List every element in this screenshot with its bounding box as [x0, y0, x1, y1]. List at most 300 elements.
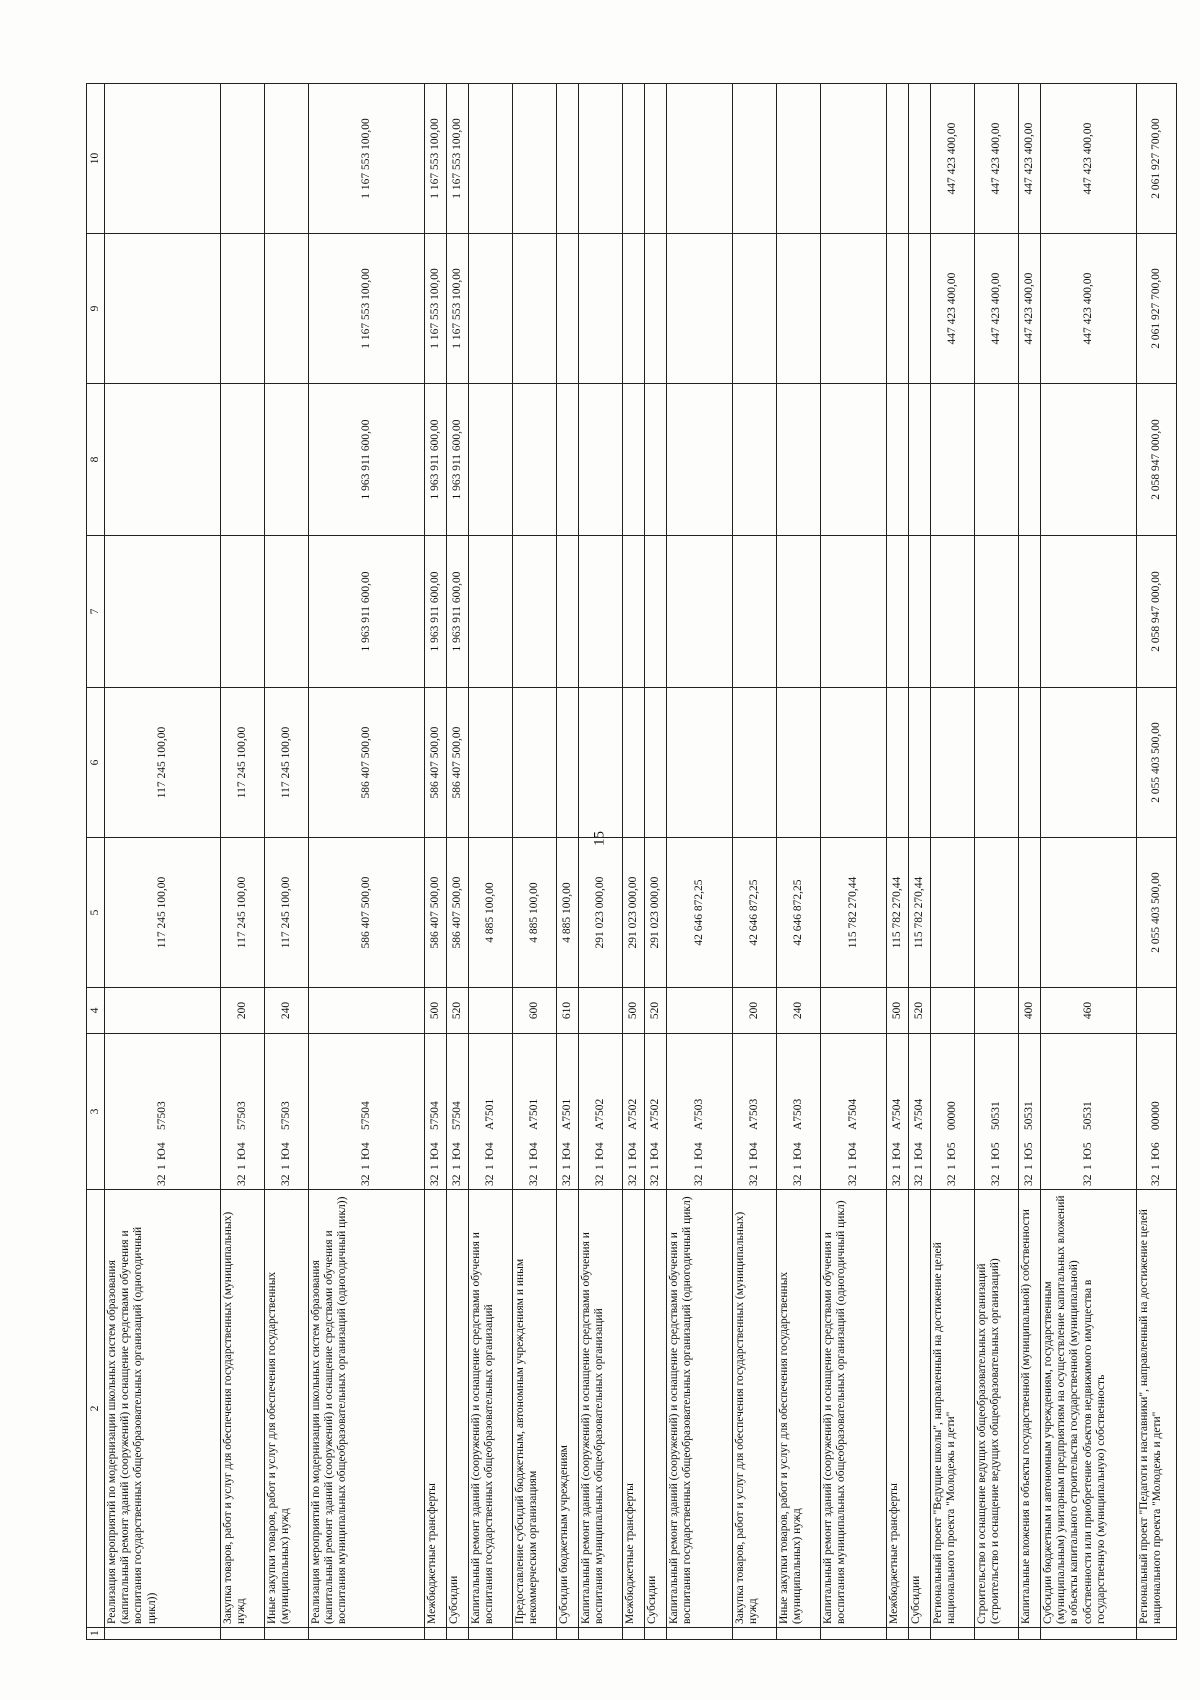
amount-col-10 [821, 84, 887, 234]
column-header-5: 5 [87, 838, 105, 988]
item-name: Региональный проект "Ведущие школы", направленный на достижение целей национального проекта "Молодежь и дети" [931, 1190, 975, 1628]
amount-col-7 [1041, 536, 1137, 688]
amount-col-7 [623, 536, 645, 688]
expense-type-code: 520 [909, 988, 931, 1034]
amount-col-8: 1 963 911 600,00 [447, 384, 469, 536]
code-part-2: 1 [1081, 1164, 1094, 1170]
amount-col-9: 447 423 400,00 [1019, 234, 1041, 384]
amount-col-10: 447 423 400,00 [1019, 84, 1041, 234]
expense-type-code: 200 [733, 988, 777, 1034]
amount-col-8 [931, 384, 975, 536]
expense-type-code [469, 988, 513, 1034]
item-name: Межбюджетные трансферты [887, 1190, 909, 1628]
amount-col-10 [887, 84, 909, 234]
item-name: Строительство и оснащение ведущих общеобразовательных организаций (строительство и оснащение ведущих общеобразовательных организаций) [975, 1190, 1019, 1628]
expense-type-code: 200 [221, 988, 265, 1034]
amount-col-10 [265, 84, 309, 234]
row-marker-cell [309, 1628, 425, 1640]
row-marker-cell [105, 1628, 221, 1640]
amount-col-7: 2 058 947 000,00 [1137, 536, 1177, 688]
amount-col-6: 117 245 100,00 [221, 688, 265, 838]
amount-col-6 [513, 688, 557, 838]
amount-col-10: 1 167 553 100,00 [309, 84, 425, 234]
amount-col-7 [579, 536, 623, 688]
code-part-1: 32 [989, 1174, 1002, 1186]
code-part-2: 1 [359, 1164, 372, 1170]
code-part-3: Ю4 [692, 1142, 705, 1160]
classification-code [309, 1034, 425, 1190]
code-part-4: А7501 [483, 1098, 496, 1130]
amount-col-5: 586 407 500,00 [309, 838, 425, 988]
expense-type-code: 610 [557, 988, 579, 1034]
code-part-2: 1 [791, 1164, 804, 1170]
row-marker-cell [623, 1628, 645, 1640]
item-name: Субсидии бюджетным учреждениям [557, 1190, 579, 1628]
amount-col-5: 291 023 000,00 [623, 838, 645, 988]
code-part-3: Ю4 [450, 1142, 463, 1160]
amount-col-6 [645, 688, 667, 838]
classification-code [579, 1034, 623, 1190]
amount-col-7 [909, 536, 931, 688]
amount-col-5 [1041, 838, 1137, 988]
amount-col-6 [667, 688, 733, 838]
code-part-4: А7503 [747, 1098, 760, 1130]
table-row [1019, 84, 1041, 1640]
row-marker-cell [733, 1628, 777, 1640]
column-header-7: 7 [87, 536, 105, 688]
page-number: 15 [591, 831, 608, 846]
code-part-2: 1 [560, 1164, 573, 1170]
row-marker-cell [1041, 1628, 1137, 1640]
amount-col-6 [623, 688, 645, 838]
amount-col-9 [777, 234, 821, 384]
amount-col-9 [887, 234, 909, 384]
row-marker-cell [909, 1628, 931, 1640]
amount-col-9 [557, 234, 579, 384]
code-part-2: 1 [155, 1164, 168, 1170]
amount-col-5: 586 407 500,00 [447, 838, 469, 988]
code-part-4: А7501 [560, 1098, 573, 1130]
amount-col-6: 117 245 100,00 [105, 688, 221, 838]
classification-code [645, 1034, 667, 1190]
code-part-2: 1 [648, 1164, 661, 1170]
code-part-3: Ю5 [989, 1142, 1002, 1160]
item-name: Капитальный ремонт зданий (сооружений) и оснащение средствами обучения и воспитания муниципальных общеобразовательных организаций (одногодичный цикл) [821, 1190, 887, 1628]
row-marker-cell [221, 1628, 265, 1640]
row-marker-cell [931, 1628, 975, 1640]
code-part-2: 1 [279, 1164, 292, 1170]
code-part-3: Ю4 [483, 1142, 496, 1160]
code-part-3: Ю4 [359, 1142, 372, 1160]
amount-col-10 [221, 84, 265, 234]
classification-code [469, 1034, 513, 1190]
amount-col-5 [1019, 838, 1041, 988]
amount-col-6 [579, 688, 623, 838]
amount-col-8: 1 963 911 600,00 [425, 384, 447, 536]
table-row [105, 84, 221, 1640]
table-row [309, 84, 425, 1640]
code-part-3: Ю4 [626, 1142, 639, 1160]
code-part-1: 32 [912, 1174, 925, 1186]
item-name: Субсидии [645, 1190, 667, 1628]
amount-col-8 [557, 384, 579, 536]
code-part-4: 50531 [1022, 1101, 1035, 1130]
classification-code [557, 1034, 579, 1190]
item-name: Субсидии [909, 1190, 931, 1628]
code-part-2: 1 [747, 1164, 760, 1170]
amount-col-10: 1 167 553 100,00 [425, 84, 447, 234]
classification-code [623, 1034, 645, 1190]
code-part-3: Ю4 [648, 1142, 661, 1160]
amount-col-5: 115 782 270,44 [887, 838, 909, 988]
classification-code [887, 1034, 909, 1190]
code-part-1: 32 [279, 1174, 292, 1186]
amount-col-6 [777, 688, 821, 838]
classification-code [447, 1034, 469, 1190]
code-part-3: Ю5 [1081, 1142, 1094, 1160]
amount-col-6 [975, 688, 1019, 838]
code-part-2: 1 [890, 1164, 903, 1170]
code-part-3: Ю4 [527, 1142, 540, 1160]
table-row [579, 84, 623, 1640]
code-part-3: Ю4 [428, 1142, 441, 1160]
item-name: Реализация мероприятий по модернизации школьных систем образования (капитальный ремонт зданий (сооружений) и оснащение средствами обучения и воспитания муниципальных общеобразовательных организаций (одногодичный цикл)) [309, 1190, 425, 1628]
amount-col-8 [513, 384, 557, 536]
expense-type-code: 460 [1041, 988, 1137, 1034]
budget-table [86, 83, 1177, 1640]
code-part-4: 57503 [155, 1101, 168, 1130]
code-part-1: 32 [359, 1174, 372, 1186]
amount-col-8 [105, 384, 221, 536]
amount-col-5: 117 245 100,00 [221, 838, 265, 988]
expense-type-code [821, 988, 887, 1034]
classification-code [821, 1034, 887, 1190]
row-marker-cell [425, 1628, 447, 1640]
code-part-4: 00000 [1149, 1101, 1162, 1130]
code-part-1: 32 [747, 1174, 760, 1186]
amount-col-10 [777, 84, 821, 234]
item-name: Закупка товаров, работ и услуг для обеспечения государственных (муниципальных) нужд [733, 1190, 777, 1628]
code-part-4: 50531 [989, 1101, 1002, 1130]
amount-col-8 [975, 384, 1019, 536]
table-row [469, 84, 513, 1640]
code-part-1: 32 [450, 1174, 463, 1186]
amount-col-10 [557, 84, 579, 234]
row-marker-cell [579, 1628, 623, 1640]
code-part-4: А7503 [692, 1098, 705, 1130]
code-part-2: 1 [912, 1164, 925, 1170]
code-part-1: 32 [593, 1174, 606, 1186]
amount-col-5: 117 245 100,00 [265, 838, 309, 988]
amount-col-6 [733, 688, 777, 838]
amount-col-7: 1 963 911 600,00 [309, 536, 425, 688]
column-header-3: 3 [87, 1034, 105, 1190]
row-marker-cell [975, 1628, 1019, 1640]
amount-col-5: 4 885 100,00 [557, 838, 579, 988]
amount-col-7 [887, 536, 909, 688]
code-part-2: 1 [450, 1164, 463, 1170]
code-part-4: А7502 [626, 1098, 639, 1130]
code-part-4: А7503 [791, 1098, 804, 1130]
code-part-4: 57504 [359, 1101, 372, 1130]
table-body [105, 84, 1177, 1640]
code-part-3: Ю4 [593, 1142, 606, 1160]
expense-type-code: 600 [513, 988, 557, 1034]
classification-code [513, 1034, 557, 1190]
amount-col-6 [931, 688, 975, 838]
table-row [1041, 84, 1137, 1640]
code-part-4: 57503 [235, 1101, 248, 1130]
amount-col-9: 1 167 553 100,00 [425, 234, 447, 384]
column-header-1: 1 [87, 1628, 105, 1640]
table-row [557, 84, 579, 1640]
amount-col-9: 2 061 927 700,00 [1137, 234, 1177, 384]
code-part-2: 1 [1022, 1164, 1035, 1170]
table-row [733, 84, 777, 1640]
amount-col-8 [645, 384, 667, 536]
amount-col-5: 291 023 000,00 [645, 838, 667, 988]
amount-col-6: 117 245 100,00 [265, 688, 309, 838]
row-marker-cell [777, 1628, 821, 1640]
code-part-1: 32 [1081, 1174, 1094, 1186]
amount-col-8 [1041, 384, 1137, 536]
amount-col-6: 586 407 500,00 [425, 688, 447, 838]
amount-col-8: 2 058 947 000,00 [1137, 384, 1177, 536]
amount-col-5: 42 646 872,25 [733, 838, 777, 988]
code-part-4: А7504 [846, 1098, 859, 1130]
amount-col-7 [513, 536, 557, 688]
row-marker-cell [645, 1628, 667, 1640]
code-part-4: 00000 [945, 1101, 958, 1130]
row-marker-cell [1137, 1628, 1177, 1640]
amount-col-8 [265, 384, 309, 536]
classification-code [733, 1034, 777, 1190]
amount-col-6 [909, 688, 931, 838]
amount-col-5 [975, 838, 1019, 988]
amount-col-10 [667, 84, 733, 234]
table-row [513, 84, 557, 1640]
row-marker-cell [1019, 1628, 1041, 1640]
item-name: Межбюджетные трансферты [623, 1190, 645, 1628]
amount-col-6 [821, 688, 887, 838]
classification-code [1041, 1034, 1137, 1190]
amount-col-8 [733, 384, 777, 536]
classification-code [667, 1034, 733, 1190]
code-part-1: 32 [846, 1174, 859, 1186]
item-name: Межбюджетные трансферты [425, 1190, 447, 1628]
amount-col-6: 586 407 500,00 [447, 688, 469, 838]
amount-col-8 [667, 384, 733, 536]
expense-type-code: 240 [265, 988, 309, 1034]
amount-col-5: 115 782 270,44 [821, 838, 887, 988]
code-part-4: 50531 [1081, 1101, 1094, 1130]
code-part-1: 32 [648, 1174, 661, 1186]
expense-type-code [309, 988, 425, 1034]
table-row [265, 84, 309, 1640]
code-part-1: 32 [235, 1174, 248, 1186]
amount-col-9 [579, 234, 623, 384]
classification-code [1137, 1034, 1177, 1190]
amount-col-10: 447 423 400,00 [931, 84, 975, 234]
code-part-4: А7502 [593, 1098, 606, 1130]
amount-col-6: 2 055 403 500,00 [1137, 688, 1177, 838]
amount-col-8 [579, 384, 623, 536]
table-row [221, 84, 265, 1640]
classification-code [975, 1034, 1019, 1190]
amount-col-9 [733, 234, 777, 384]
amount-col-10 [579, 84, 623, 234]
expense-type-code [1137, 988, 1177, 1034]
row-marker-cell [667, 1628, 733, 1640]
column-header-4: 4 [87, 988, 105, 1034]
amount-col-8 [887, 384, 909, 536]
row-marker-cell [469, 1628, 513, 1640]
code-part-3: Ю5 [945, 1142, 958, 1160]
expense-type-code: 520 [447, 988, 469, 1034]
code-part-1: 32 [945, 1174, 958, 1186]
amount-col-9 [667, 234, 733, 384]
code-part-4: 57503 [279, 1101, 292, 1130]
item-name: Капитальный ремонт зданий (сооружений) и оснащение средствами обучения и воспитания государственных общеобразовательных организаций (одногодичный цикл) [667, 1190, 733, 1628]
code-part-2: 1 [527, 1164, 540, 1170]
expense-type-code [579, 988, 623, 1034]
code-part-2: 1 [1149, 1164, 1162, 1170]
classification-code [777, 1034, 821, 1190]
amount-col-6: 586 407 500,00 [309, 688, 425, 838]
amount-col-10: 447 423 400,00 [975, 84, 1019, 234]
amount-col-10 [909, 84, 931, 234]
amount-col-8 [909, 384, 931, 536]
header-row [87, 84, 105, 1640]
expense-type-code: 400 [1019, 988, 1041, 1034]
table-row [887, 84, 909, 1640]
code-part-4: 57504 [450, 1101, 463, 1130]
code-part-2: 1 [235, 1164, 248, 1170]
code-part-2: 1 [846, 1164, 859, 1170]
amount-col-9 [221, 234, 265, 384]
amount-col-6 [887, 688, 909, 838]
item-name: Предоставление субсидий бюджетным, автономным учреждениям и иным некоммерческим организациям [513, 1190, 557, 1628]
code-part-3: Ю4 [155, 1142, 168, 1160]
expense-type-code: 240 [777, 988, 821, 1034]
code-part-3: Ю5 [1022, 1142, 1035, 1160]
expense-type-code [105, 988, 221, 1034]
amount-col-5: 4 885 100,00 [469, 838, 513, 988]
item-name: Капитальный ремонт зданий (сооружений) и оснащение средствами обучения и воспитания государственных общеобразовательных организаций [469, 1190, 513, 1628]
table-row [975, 84, 1019, 1640]
column-header-10: 10 [87, 84, 105, 234]
code-part-2: 1 [428, 1164, 441, 1170]
amount-col-9: 1 167 553 100,00 [447, 234, 469, 384]
classification-code [425, 1034, 447, 1190]
code-part-1: 32 [626, 1174, 639, 1186]
amount-col-10 [469, 84, 513, 234]
classification-code [265, 1034, 309, 1190]
code-part-3: Ю4 [560, 1142, 573, 1160]
code-part-3: Ю4 [890, 1142, 903, 1160]
amount-col-8 [1019, 384, 1041, 536]
expense-type-code: 500 [425, 988, 447, 1034]
amount-col-9 [105, 234, 221, 384]
amount-col-7 [667, 536, 733, 688]
amount-col-5 [931, 838, 975, 988]
amount-col-9 [513, 234, 557, 384]
code-part-1: 32 [1149, 1174, 1162, 1186]
amount-col-7 [221, 536, 265, 688]
row-marker-cell [447, 1628, 469, 1640]
code-part-2: 1 [626, 1164, 639, 1170]
classification-code [909, 1034, 931, 1190]
amount-col-7 [645, 536, 667, 688]
amount-col-10 [645, 84, 667, 234]
code-part-4: А7504 [912, 1098, 925, 1130]
amount-col-10 [105, 84, 221, 234]
column-header-6: 6 [87, 688, 105, 838]
expense-type-code: 500 [623, 988, 645, 1034]
item-name: Реализация мероприятий по модернизации школьных систем образования (капитальный ремонт зданий (сооружений) и оснащение средствами обучения и воспитания государственных общеобразовательных организаций (одногодичный цикл)) [105, 1190, 221, 1628]
amount-col-8 [821, 384, 887, 536]
code-part-3: Ю4 [791, 1142, 804, 1160]
amount-col-10 [513, 84, 557, 234]
table-row [1137, 84, 1177, 1640]
amount-col-8 [777, 384, 821, 536]
table-row [623, 84, 645, 1640]
row-marker-cell [887, 1628, 909, 1640]
table-row [667, 84, 733, 1640]
table-row [821, 84, 887, 1640]
amount-col-9: 447 423 400,00 [931, 234, 975, 384]
column-header-9: 9 [87, 234, 105, 384]
code-part-4: А7501 [527, 1098, 540, 1130]
amount-col-5: 586 407 500,00 [425, 838, 447, 988]
row-marker-cell [513, 1628, 557, 1640]
table-row [931, 84, 975, 1640]
code-part-2: 1 [989, 1164, 1002, 1170]
table-row [909, 84, 931, 1640]
amount-col-10 [623, 84, 645, 234]
code-part-2: 1 [692, 1164, 705, 1170]
amount-col-6 [557, 688, 579, 838]
expense-type-code [667, 988, 733, 1034]
classification-code [931, 1034, 975, 1190]
code-part-3: Ю4 [846, 1142, 859, 1160]
item-name: Капитальные вложения в объекты государственной (муниципальной) собственности [1019, 1190, 1041, 1628]
item-name: Иные закупки товаров, работ и услуг для обеспечения государственных (муниципальных) нужд [777, 1190, 821, 1628]
code-part-1: 32 [692, 1174, 705, 1186]
column-header-2: 2 [87, 1190, 105, 1628]
amount-col-10: 447 423 400,00 [1041, 84, 1137, 234]
amount-col-10 [733, 84, 777, 234]
item-name: Региональный проект "Педагоги и наставники", направленный на достижение целей национального проекта "Молодежь и дети" [1137, 1190, 1177, 1628]
table-row [645, 84, 667, 1640]
amount-col-9 [821, 234, 887, 384]
expense-type-code [931, 988, 975, 1034]
amount-col-7 [265, 536, 309, 688]
amount-col-8 [623, 384, 645, 536]
amount-col-5: 42 646 872,25 [777, 838, 821, 988]
amount-col-5: 291 023 000,00 [579, 838, 623, 988]
code-part-3: Ю4 [235, 1142, 248, 1160]
amount-col-7 [105, 536, 221, 688]
code-part-1: 32 [890, 1174, 903, 1186]
code-part-4: А7502 [648, 1098, 661, 1130]
amount-col-7 [1019, 536, 1041, 688]
code-part-4: 57504 [428, 1101, 441, 1130]
amount-col-7 [733, 536, 777, 688]
item-name: Иные закупки товаров, работ и услуг для обеспечения государственных (муниципальных) нужд [265, 1190, 309, 1628]
table-row [777, 84, 821, 1640]
code-part-1: 32 [791, 1174, 804, 1186]
